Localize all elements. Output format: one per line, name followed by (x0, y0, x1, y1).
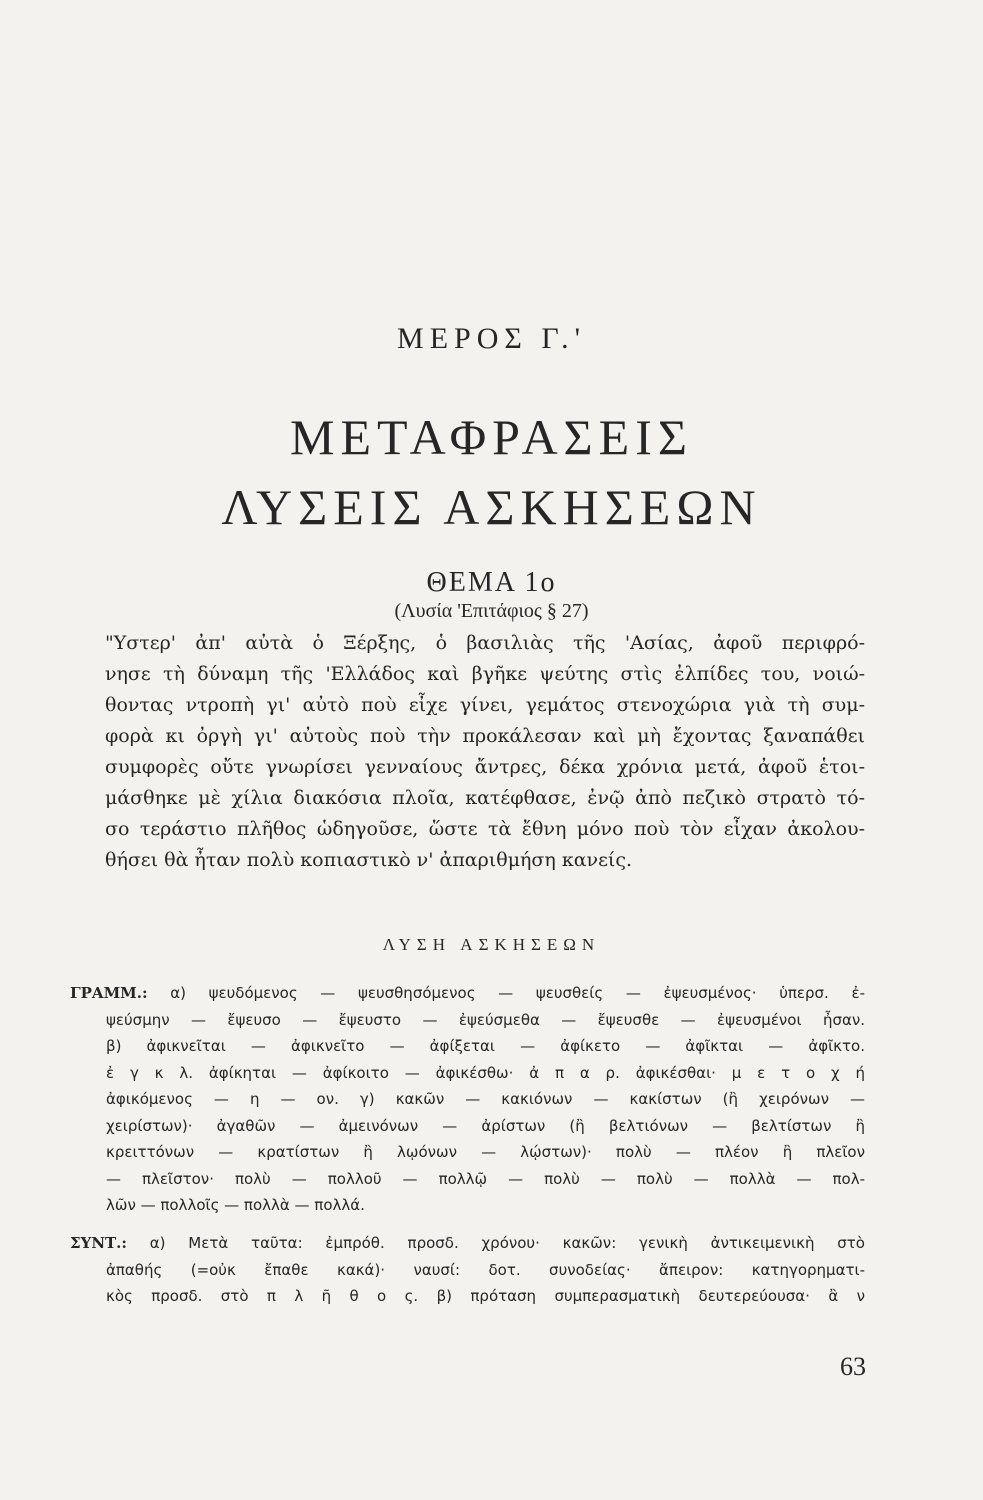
translation-line: συμφορὲς οὔτε γνωρίσει γενναίους ἄντρες, δέκα χρόνια μετά, ἀφοῦ ἑτοι- (105, 756, 865, 778)
grammar-line-first (70, 980, 865, 1007)
grammar-notes (70, 980, 865, 1219)
syntax-line: κὸς προσδ. στὸ π λ ῆ θ ο ς. β) πρόταση συμπερασματικὴ δευτερεύουσα· ἂ ν (106, 1287, 865, 1305)
title-translations: ΜΕΤΑΦΡΑΣΕΙΣ (290, 409, 693, 465)
grammar-line: ἐ γ κ λ. ἀφίκηται — ἀφίκοιτο — ἀφικέσθω· ἀ π α ρ. ἀφικέσθαι· μ ε τ ο χ ή (106, 1063, 865, 1082)
translation-line: μάσθηκε μὲ χίλια διακόσια πλοῖα, κατέφθασε, ἐνῷ ἀπὸ πεζικὸ στρατὸ τό- (105, 787, 865, 809)
translation-line: φορὰ κι ὀργὴ γι' αὐτοὺς ποὺ τὴν προκάλεσαν καὶ μὴ ἔχοντας ξαναπάθει (105, 725, 865, 747)
syntax-notes (70, 1230, 865, 1310)
grammar-line: ἀφικόμενος — η — ον. γ) κακῶν — κακιόνων — κακίστων (ἢ χειρόνων — (106, 1090, 865, 1108)
page-number: 63 (840, 1352, 866, 1381)
translation-line: θοντας ντροπὴ γι' αὐτὸ ποὺ εἶχε γίνει, γεμάτος στενοχώρια γιὰ τὴ συμ- (105, 694, 865, 716)
translation-line: "Υστερ' ἀπ' αὐτὰ ὁ Ξέρξης, ὁ βασιλιὰς τῆς 'Ασίας, ἀφοῦ περιφρό- (105, 632, 865, 654)
theme-source: (Λυσία 'Επιτάφιος § 27) (394, 600, 589, 622)
grammar-line-text: α) ψευδόμενος — ψευσθησόμενος — ψευσθείς — ἐψευσμένος· ὑπερσ. ἐ- (170, 984, 865, 1002)
syntax-line-text: α) Μετὰ ταῦτα: ἐμπρόθ. προσδ. χρόνου· κακῶν: γενικὴ ἀντικειμενικὴ στὸ (149, 1234, 865, 1252)
syntax-line: ἀπαθής (=οὐκ ἔπαθε κακά)· ναυσί: δοτ. συνοδείας· ἄπειρον: κατηγορηματι- (106, 1260, 865, 1279)
grammar-line: ψεύσμην — ἔψευσο — ἔψευστο — ἐψεύσμεθα — ἔψευσθε — ἐψευσμένοι ἦσαν. (106, 1010, 865, 1029)
translation-paragraph (105, 628, 865, 876)
grammar-line: — πλεῖστον· πολὺ — πολλοῦ — πολλῷ — πολὺ — πολὺ — πολλὰ — πολ- (106, 1169, 865, 1188)
part-label: ΜΕΡΟΣ Γ.' (397, 322, 586, 355)
translation-line: νησε τὴ δύναμη τῆς 'Ελλάδος καὶ βγῆκε ψεύτης στὶς ἐλπίδες του, νοιώ- (105, 663, 865, 685)
grammar-label: ΓΡΑΜΜ.: (70, 984, 148, 1002)
grammar-line: χειρίστων)· ἀγαθῶν — ἀμεινόνων — ἀρίστων (ἢ βελτιόνων — βελτίστων ἢ (106, 1116, 865, 1135)
grammar-line: κρειττόνων — κρατίστων ἢ λῳόνων — λῴστων)· πολὺ — πλέον ἢ πλεῖον (106, 1143, 865, 1161)
syntax-label: ΣΥΝΤ.: (70, 1234, 127, 1252)
title-exercise-solutions: ΛΥΣΕΙΣ ΑΣΚΗΣΕΩΝ (221, 479, 762, 535)
grammar-line: β) ἀφικνεῖται — ἀφικνεῖτο — ἀφίξεται — ἀφίκετο — ἀφῖκται — ἀφῖκτο. (106, 1037, 865, 1055)
grammar-line: λῶν — πολλοῖς — πολλὰ — πολλά. (106, 1196, 365, 1214)
translation-line: σο τεράστιο πλῆθος ὡδηγοῦσε, ὥστε τὰ ἔθνη μόνο ποὺ τὸν εἶχαν ἀκολου- (105, 818, 865, 840)
theme-label: ΘΕΜΑ 1ο (426, 567, 557, 598)
syntax-line-first (70, 1230, 865, 1257)
solution-heading: ΛΥΣΗ ΑΣΚΗΣΕΩΝ (382, 935, 601, 954)
translation-line: θήσει θὰ ἦταν πολὺ κοπιαστικὸ ν' ἀπαριθμήση κανείς. (105, 849, 633, 871)
